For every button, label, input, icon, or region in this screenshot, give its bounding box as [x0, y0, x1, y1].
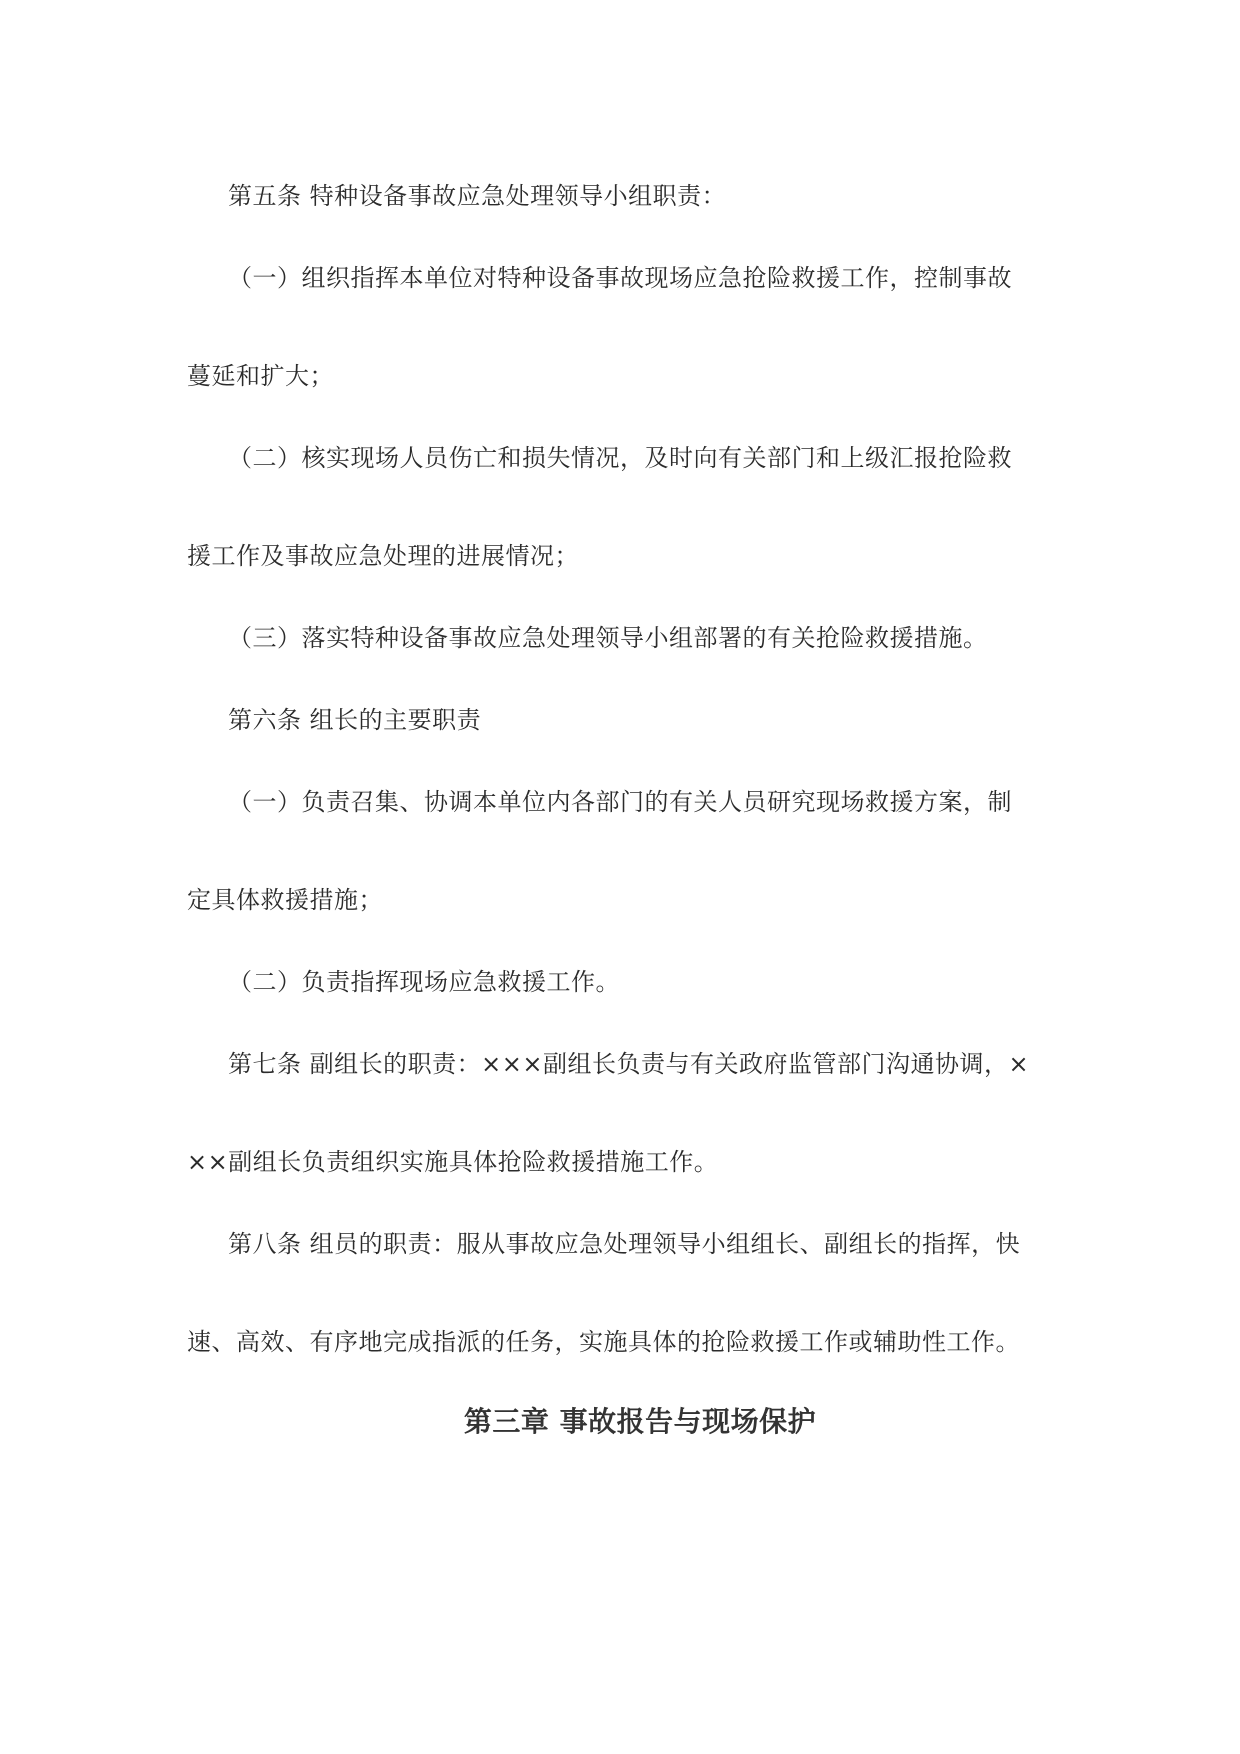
article-8-line-2: 速、高效、有序地完成指派的任务，实施具体的抢险救援工作或辅助性工作。 [187, 1328, 1020, 1356]
article-7-line-2: ××副组长负责组织实施具体抢险救援措施工作。 [187, 1148, 719, 1176]
article-6-item-1-line-1: （一）负责召集、协调本单位内各部门的有关人员研究现场救援方案，制 [228, 788, 1012, 816]
article-5-item-1-line-1: （一）组织指挥本单位对特种设备事故现场应急抢险救援工作，控制事故 [228, 264, 1012, 292]
article-6-item-2: （二）负责指挥现场应急救援工作。 [228, 968, 620, 996]
article-8-line-1: 第八条 组员的职责：服从事故应急处理领导小组组长、副组长的指挥，快 [228, 1230, 1021, 1258]
article-5-item-2-line-1: （二）核实现场人员伤亡和损失情况，及时向有关部门和上级汇报抢险救 [228, 444, 1012, 472]
article-7-line-1: 第七条 副组长的职责：×××副组长负责与有关政府监管部门沟通协调，× [228, 1050, 1030, 1078]
article-6-heading: 第六条 组长的主要职责 [228, 706, 482, 734]
article-5-item-2-line-2: 援工作及事故应急处理的进展情况； [187, 542, 579, 570]
article-5-item-1-line-2: 蔓延和扩大； [187, 362, 334, 390]
article-6-item-1-line-2: 定具体救援措施； [187, 886, 383, 914]
article-5-item-3: （三）落实特种设备事故应急处理领导小组部署的有关抢险救援措施。 [228, 624, 988, 652]
chapter-3-title: 第三章 事故报告与现场保护 [463, 1405, 817, 1438]
article-5-heading: 第五条 特种设备事故应急处理领导小组职责： [228, 182, 727, 210]
